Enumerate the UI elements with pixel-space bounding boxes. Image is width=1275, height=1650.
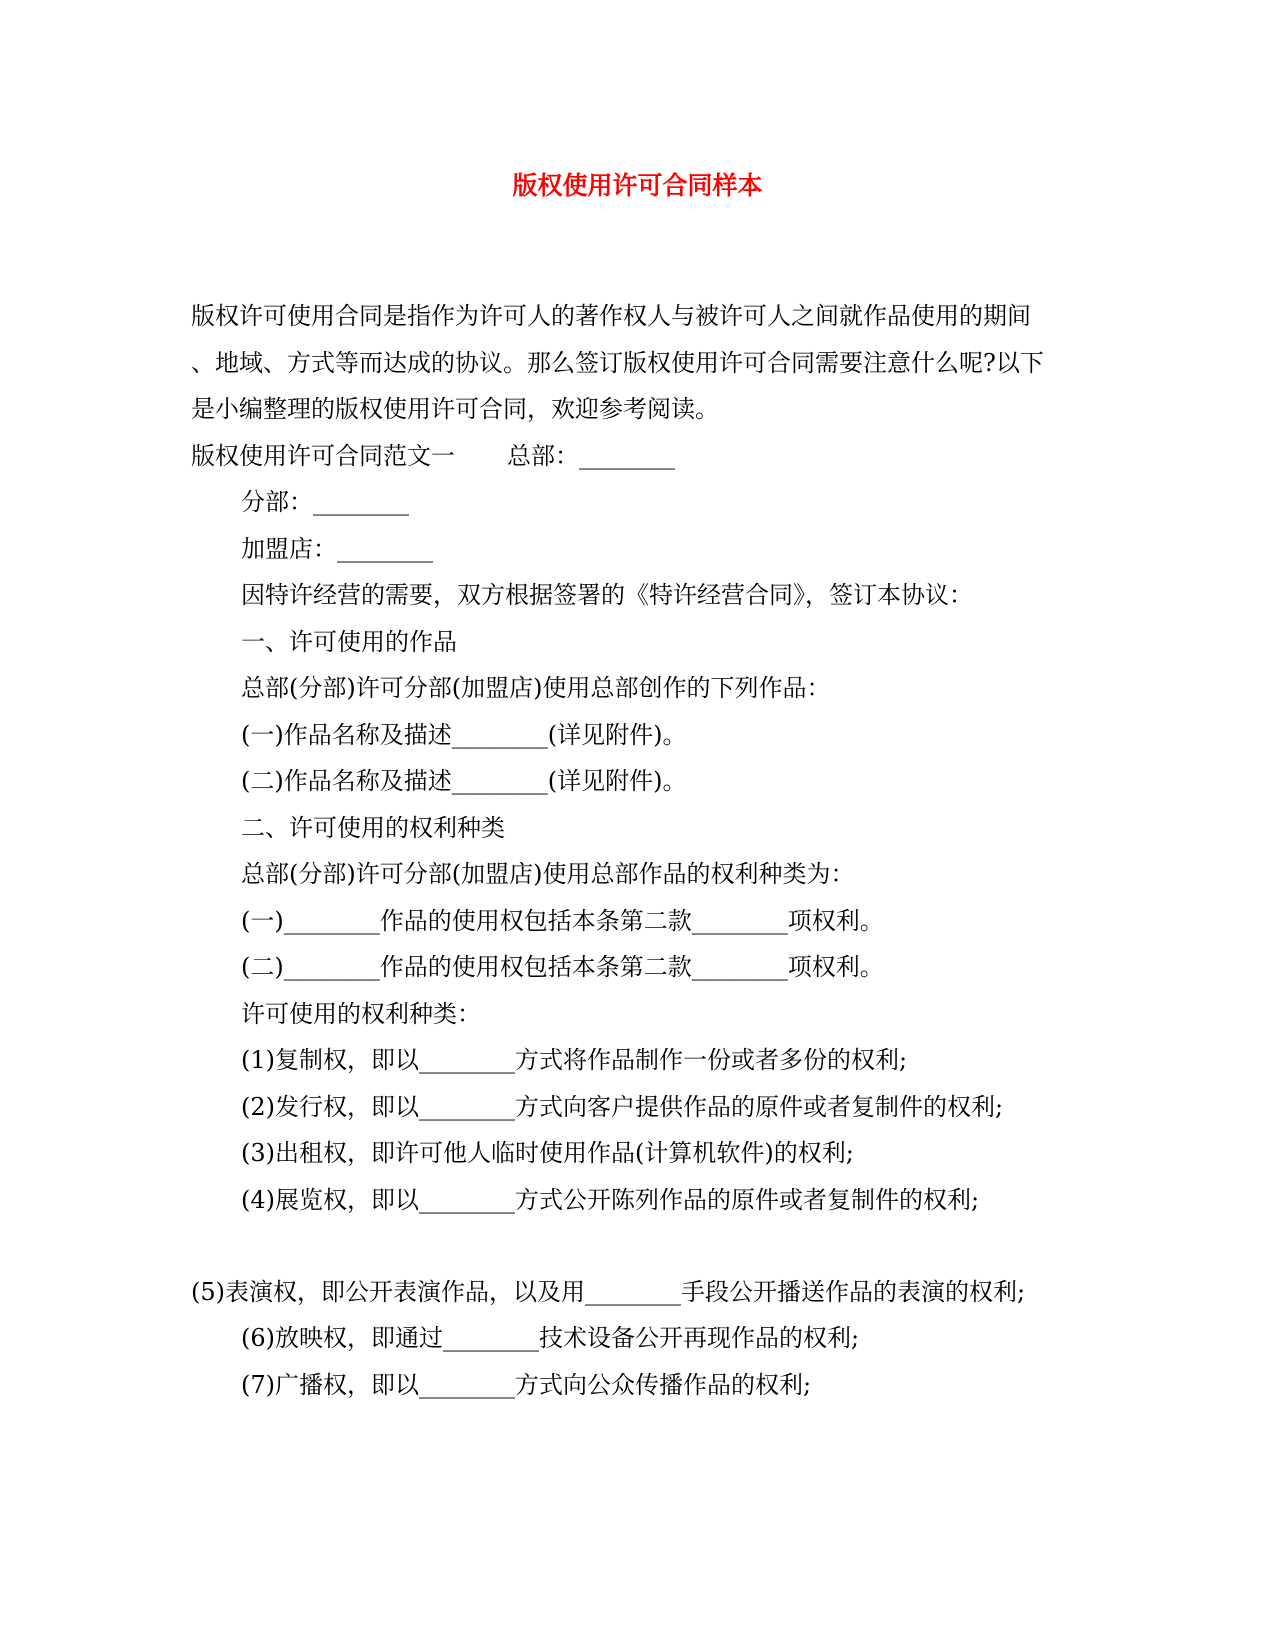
hq-field: 总部：________ bbox=[507, 442, 675, 470]
branch-field: 分部：________ bbox=[241, 488, 409, 516]
section-heading: 一、许可使用的作品 bbox=[241, 628, 457, 656]
clause-line: (1)复制权，即以________方式将作品制作一份或者多份的权利; bbox=[241, 1046, 908, 1074]
clause-line: 许可使用的权利种类： bbox=[241, 1000, 481, 1028]
clause-line: (3)出租权，即许可他人临时使用作品(计算机软件)的权利; bbox=[241, 1139, 854, 1167]
clause-line: (二)作品名称及描述________(详见附件)。 bbox=[241, 767, 687, 795]
clause-line: (一)________作品的使用权包括本条第二款________项权利。 bbox=[241, 907, 884, 935]
clause-line: 因特许经营的需要，双方根据签署的《特许经营合同》，签订本协议： bbox=[241, 581, 973, 609]
clause-line: (二)________作品的使用权包括本条第二款________项权利。 bbox=[241, 953, 884, 981]
sample-heading: 版权使用许可合同范文一 bbox=[191, 442, 455, 470]
clause-line: (一)作品名称及描述________(详见附件)。 bbox=[241, 721, 687, 749]
clause-line: (7)广播权，即以________方式向公众传播作品的权利; bbox=[241, 1371, 812, 1399]
clause-line: 总部(分部)许可分部(加盟店)使用总部作品的权利种类为： bbox=[241, 860, 855, 888]
clause-line: (5)表演权，即公开表演作品，以及用________手段公开播送作品的表演的权利; bbox=[191, 1278, 1026, 1306]
clause-line: 总部(分部)许可分部(加盟店)使用总部创作的下列作品： bbox=[241, 674, 831, 702]
clause-line: (2)发行权，即以________方式向客户提供作品的原件或者复制件的权利; bbox=[241, 1093, 1004, 1121]
document-title: 版权使用许可合同样本 bbox=[512, 171, 763, 200]
intro-line-1: 版权许可使用合同是指作为许可人的著作权人与被许可人之间就作品使用的期间 bbox=[191, 302, 1031, 330]
franchise-field: 加盟店：________ bbox=[241, 535, 433, 563]
section-heading: 二、许可使用的权利种类 bbox=[241, 814, 505, 842]
clause-line: (6)放映权，即通过________技术设备公开再现作品的权利; bbox=[241, 1324, 860, 1352]
clause-line: (4)展览权，即以________方式公开陈列作品的原件或者复制件的权利; bbox=[241, 1186, 980, 1214]
intro-line-2: 、地域、方式等而达成的协议。那么签订版权使用许可合同需要注意什么呢?以下 bbox=[191, 349, 1044, 377]
intro-line-3: 是小编整理的版权使用许可合同，欢迎参考阅读。 bbox=[191, 395, 719, 423]
sample-heading-line bbox=[191, 440, 675, 472]
